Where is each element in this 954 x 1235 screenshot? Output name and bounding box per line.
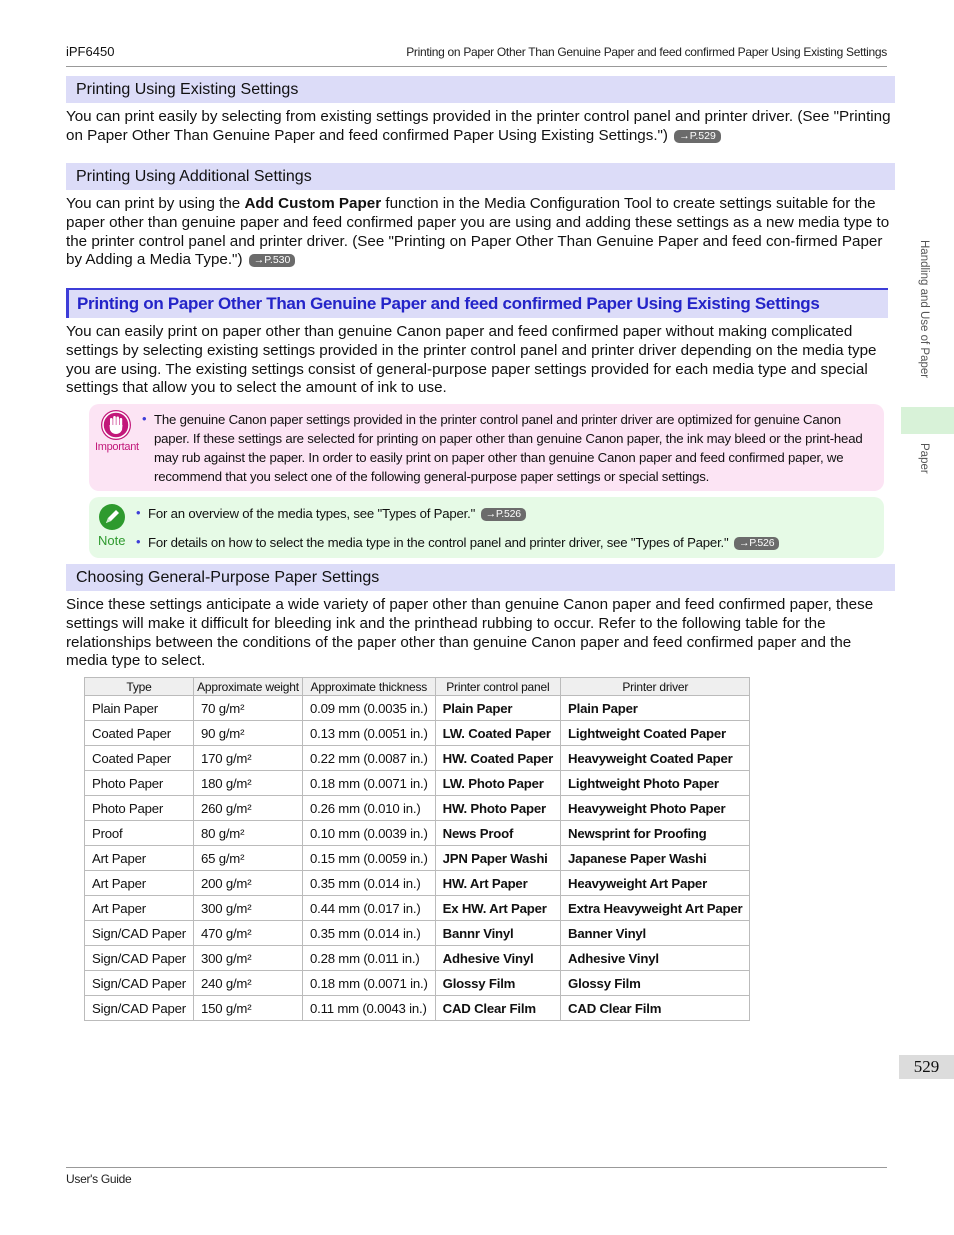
table-cell: HW. Art Paper bbox=[435, 871, 560, 896]
pencil-note-icon bbox=[98, 503, 126, 536]
table-cell: 65 g/m² bbox=[193, 846, 302, 871]
table-cell: JPN Paper Washi bbox=[435, 846, 560, 871]
table-row bbox=[85, 696, 750, 721]
table-cell: 0.10 mm (0.0039 in.) bbox=[302, 821, 435, 846]
section-title: Printing Using Existing Settings bbox=[76, 81, 299, 98]
main-body: You can easily print on paper other than genuine Canon paper and feed confirmed paper without making complicated settings by selecting existing settings provided in the printer control panel and printer driver depending on the media type you are using. The existing settings consist of general-purpose paper settings provided for each media type and special settings that allow you to select the amount of ink to use. bbox=[66, 323, 877, 397]
note-label: Note bbox=[98, 533, 126, 548]
table-cell: Banner Vinyl bbox=[561, 921, 750, 946]
table-cell: Bannr Vinyl bbox=[435, 921, 560, 946]
table-cell: 150 g/m² bbox=[193, 996, 302, 1021]
page-link[interactable]: →P.526 bbox=[481, 508, 526, 521]
table-cell: 0.13 mm (0.0051 in.) bbox=[302, 721, 435, 746]
note-box bbox=[89, 497, 884, 558]
table-cell: Art Paper bbox=[85, 846, 194, 871]
column-header: Type bbox=[85, 678, 194, 696]
table-cell: HW. Photo Paper bbox=[435, 796, 560, 821]
table-cell: 240 g/m² bbox=[193, 971, 302, 996]
section-body-general: Since these settings anticipate a wide variety of paper other than genuine Canon paper and feed confirmed paper, these settings will make it difficult for bleeding ink and the printhead rubbing to occur. Refer to the following table for the relationships between the conditions of the paper other than genuine Canon paper and feed confirmed paper and the media type to select. bbox=[66, 596, 874, 670]
table-row bbox=[85, 946, 750, 971]
bullet: • bbox=[136, 505, 141, 520]
table-row bbox=[85, 921, 750, 946]
table-row bbox=[85, 746, 750, 771]
table-cell: 0.18 mm (0.0071 in.) bbox=[302, 971, 435, 996]
important-text: The genuine Canon paper settings provided in the printer control panel and printer driver are optimized for genuine Canon paper. If these settings are selected for printing on paper other than genuine Canon paper, the ink may bleed or the print-head may rub against the paper. In order to easily print on paper other than genuine Canon paper and feed confirmed paper, we recommend that you select one of the following general-purpose paper settings or special settings. bbox=[154, 412, 863, 484]
column-header: Approximate thickness bbox=[302, 678, 435, 696]
column-header: Printer control panel bbox=[435, 678, 560, 696]
section-body-additional: You can print by using the Add Custom Paper function in the Media Configuration Tool to create settings suitable for the paper other than genuine paper and feed confirmed paper you are using and adding these settings as a new media type to the printer control panel and printer driver. (See "Printing on Paper Other Than Genuine Paper and feed con-firmed Paper by Adding a Media Type.") →P.530 bbox=[66, 195, 890, 269]
chapter-tab-marker bbox=[901, 407, 954, 434]
table-cell: Newsprint for Proofing bbox=[561, 821, 750, 846]
chapter-tab-label[interactable]: Handling and Use of Paper bbox=[918, 240, 930, 379]
table-cell: 170 g/m² bbox=[193, 746, 302, 771]
table-cell: Sign/CAD Paper bbox=[85, 921, 194, 946]
table-row bbox=[85, 971, 750, 996]
important-box bbox=[89, 404, 884, 491]
table-cell: 90 g/m² bbox=[193, 721, 302, 746]
table-cell: Coated Paper bbox=[85, 746, 194, 771]
table-cell: 260 g/m² bbox=[193, 796, 302, 821]
table-row bbox=[85, 996, 750, 1021]
table-row bbox=[85, 871, 750, 896]
table-cell: Adhesive Vinyl bbox=[561, 946, 750, 971]
table-cell: 300 g/m² bbox=[193, 896, 302, 921]
table-row bbox=[85, 771, 750, 796]
table-cell: Glossy Film bbox=[435, 971, 560, 996]
table-cell: Plain Paper bbox=[435, 696, 560, 721]
page-link[interactable]: →P.526 bbox=[734, 537, 779, 550]
table-cell: 0.15 mm (0.0059 in.) bbox=[302, 846, 435, 871]
table-row bbox=[85, 721, 750, 746]
section-title: Printing Using Additional Settings bbox=[76, 168, 312, 185]
section-heading-general bbox=[66, 564, 895, 591]
paper-settings-table bbox=[84, 677, 750, 1021]
table-cell: Photo Paper bbox=[85, 796, 194, 821]
table-cell: Extra Heavyweight Art Paper bbox=[561, 896, 750, 921]
table-cell: Adhesive Vinyl bbox=[435, 946, 560, 971]
table-cell: CAD Clear Film bbox=[435, 996, 560, 1021]
footer-divider bbox=[66, 1167, 887, 1168]
section-heading-existing bbox=[66, 76, 895, 103]
table-row bbox=[85, 896, 750, 921]
table-cell: 0.09 mm (0.0035 in.) bbox=[302, 696, 435, 721]
table-cell: LW. Photo Paper bbox=[435, 771, 560, 796]
section-title: Choosing General-Purpose Paper Settings bbox=[76, 569, 380, 586]
table-cell: CAD Clear Film bbox=[561, 996, 750, 1021]
table-cell: 180 g/m² bbox=[193, 771, 302, 796]
footer-text: User's Guide bbox=[66, 1172, 132, 1186]
table-cell: 0.28 mm (0.011 in.) bbox=[302, 946, 435, 971]
main-heading bbox=[66, 288, 888, 318]
main-title: Printing on Paper Other Than Genuine Paper and feed confirmed Paper Using Existing Settings bbox=[77, 294, 820, 313]
table-cell: Coated Paper bbox=[85, 721, 194, 746]
table-cell: Glossy Film bbox=[561, 971, 750, 996]
table-cell: 300 g/m² bbox=[193, 946, 302, 971]
running-header: Printing on Paper Other Than Genuine Paper and feed confirmed Paper Using Existing Settings bbox=[406, 45, 887, 59]
table-cell: Sign/CAD Paper bbox=[85, 996, 194, 1021]
hand-stop-icon bbox=[101, 410, 131, 440]
table-cell: Proof bbox=[85, 821, 194, 846]
page-link[interactable]: →P.530 bbox=[249, 254, 296, 267]
table-cell: Heavyweight Photo Paper bbox=[561, 796, 750, 821]
column-header: Approximate weight bbox=[193, 678, 302, 696]
table-cell: LW. Coated Paper bbox=[435, 721, 560, 746]
table-cell: 0.35 mm (0.014 in.) bbox=[302, 921, 435, 946]
table-row bbox=[85, 796, 750, 821]
table-cell: Ex HW. Art Paper bbox=[435, 896, 560, 921]
page-link[interactable]: →P.529 bbox=[674, 130, 721, 143]
header-divider bbox=[66, 66, 887, 67]
table-cell: News Proof bbox=[435, 821, 560, 846]
table-cell: Art Paper bbox=[85, 896, 194, 921]
section-body-existing: You can print easily by selecting from existing settings provided in the printer control panel and printer driver. (See "Printing on Paper Other Than Genuine Paper and feed confirmed Paper Using Existing Settings.") →P.529 bbox=[66, 108, 891, 144]
table-cell: Photo Paper bbox=[85, 771, 194, 796]
table-cell: 470 g/m² bbox=[193, 921, 302, 946]
model-name: iPF6450 bbox=[66, 44, 115, 59]
table-cell: HW. Coated Paper bbox=[435, 746, 560, 771]
section-heading-additional bbox=[66, 163, 895, 190]
table-cell: Plain Paper bbox=[85, 696, 194, 721]
table-cell: Plain Paper bbox=[561, 696, 750, 721]
table-cell: Heavyweight Art Paper bbox=[561, 871, 750, 896]
table-cell: 0.26 mm (0.010 in.) bbox=[302, 796, 435, 821]
table-cell: 0.18 mm (0.0071 in.) bbox=[302, 771, 435, 796]
table-cell: 200 g/m² bbox=[193, 871, 302, 896]
note-item: For details on how to select the media type in the control panel and printer driver, see "Types of Paper." →P.526 bbox=[148, 533, 779, 552]
table-cell: 0.11 mm (0.0043 in.) bbox=[302, 996, 435, 1021]
table-cell: Heavyweight Coated Paper bbox=[561, 746, 750, 771]
important-label: Important bbox=[95, 441, 139, 453]
function-name: Add Custom Paper bbox=[244, 195, 382, 212]
section-tab-label[interactable]: Paper bbox=[918, 443, 930, 474]
table-cell: 80 g/m² bbox=[193, 821, 302, 846]
table-cell: Sign/CAD Paper bbox=[85, 971, 194, 996]
table-cell: 70 g/m² bbox=[193, 696, 302, 721]
table-cell: 0.44 mm (0.017 in.) bbox=[302, 896, 435, 921]
column-header: Printer driver bbox=[561, 678, 750, 696]
table-cell: Sign/CAD Paper bbox=[85, 946, 194, 971]
table-cell: Lightweight Photo Paper bbox=[561, 771, 750, 796]
table-cell: 0.22 mm (0.0087 in.) bbox=[302, 746, 435, 771]
bullet: • bbox=[136, 534, 141, 549]
table-cell: 0.35 mm (0.014 in.) bbox=[302, 871, 435, 896]
page-number: 529 bbox=[899, 1055, 954, 1079]
table-row bbox=[85, 846, 750, 871]
table-cell: Art Paper bbox=[85, 871, 194, 896]
table-header-row bbox=[85, 678, 750, 696]
table-cell: Japanese Paper Washi bbox=[561, 846, 750, 871]
table-row bbox=[85, 821, 750, 846]
table-cell: Lightweight Coated Paper bbox=[561, 721, 750, 746]
note-item: For an overview of the media types, see "Types of Paper." →P.526 bbox=[148, 504, 526, 523]
bullet: • bbox=[142, 411, 147, 426]
